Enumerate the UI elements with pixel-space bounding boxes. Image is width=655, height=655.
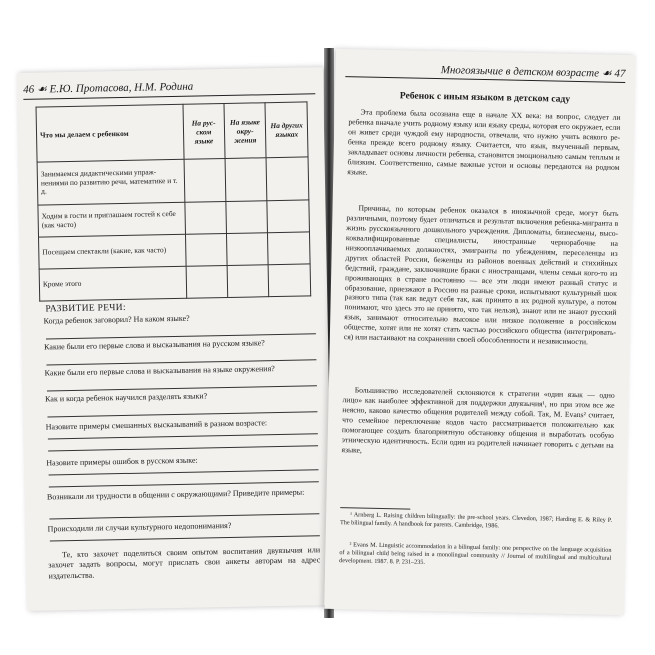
left-page [17, 67, 333, 611]
table-row [37, 157, 309, 205]
footnote: ¹ Arnberg L. Raising children bilingually: the pre-school years. Clevedon, 1987; Harding E. & Riley P. The bilingual family. A handbook for parents. Cambridge, 1986. [339, 511, 613, 530]
table-header: На русском языке [183, 104, 225, 160]
footnote: ² Evans M. Linguistic accommodation in a bilingual family: one perspective on the language acquisition of a bilingual child being raised in a monolingual community // Journal of multilingual and multicultural development. 1987. 8. P. 231–235. [339, 541, 612, 566]
question: Когда ребенок заговорил? На каком языке? [43, 313, 190, 326]
question: Назовите примеры смешанных высказываний в разном возрасте: [45, 418, 268, 432]
table-cell: Ходим в гости и приглашаем гостей к себе (как часто) [38, 202, 185, 237]
answer-line[interactable] [47, 411, 317, 417]
answer-cell[interactable] [268, 264, 310, 297]
answer-cell[interactable] [268, 232, 310, 265]
answer-cell[interactable] [227, 265, 269, 298]
paragraph: Большинство исследователей склоняются к стратегии «один язык — одно лицо» как наиболее эффективной для поддержки двуязычия¹, но при этом все же неясно, каково качество общения родителей между собой. Так, M. Evans² считает, что семейное переключение кодов часто рассматривается положительно как помогающее создать благоприятную обстановку общения и выработать особую этническую идентичность. Если один из родителей начинает говорить с детьми на языке, [341, 385, 615, 455]
running-head: 46 ☙ Е.Ю. Протасова, Н.М. Родина [23, 80, 194, 96]
paragraph: Причины, по которым ребенок оказался в иноязычной среде, могут быть различными, поэтому будет отличаться и результат включения ребенка-мигранта в жизнь русскоязычного дошкольного учреждения. Дипломаты, бизнесмены, высококвалифицированные специалисты, иностранные чернорабочие на низкооплачиваемых должностях, эмигранты по убеждениям, переселенцы из других областей России, беженцы из районов военных действий и стихийных бедствий, граждане, заключившие браки с иностранцами, члены семьи кого-то из проживающих в стране постоянно — все эти люди имеют разный статус и образование, приезжают в Россию на разные сроки, испытывают культурный шок разного типа (так как ведут себя так, как принято в их родной культуре, а потом понимают, что здесь это не принято, что так нельзя), знают или не знают русский язык, занимают относительно высокое или низкое положение в российском обществе, хотят или не хотят стать частью российского общества (интегрироваться) или настаивают на сохранении своей обособленности и независимости. [343, 203, 619, 347]
answer-cell[interactable] [185, 202, 227, 235]
table-header: На других языках [265, 102, 308, 158]
question: Назовите примеры ошибок в русском языке: [46, 455, 198, 468]
answer-cell[interactable] [186, 265, 228, 298]
closing-note: Те, кто захочет поделиться своим опытом воспитания двуязычия или захочет задать вопросы, могут прислать свои анкеты авторам на адрес издательства. [48, 545, 321, 581]
question: Какие были его первые слова и высказывания на языке окружения? [44, 364, 275, 378]
table-header: Что мы делаем с ребенком [36, 104, 184, 162]
table-cell: Кроме этого [39, 266, 186, 301]
table-header-row [36, 102, 308, 162]
answer-cell[interactable] [226, 201, 268, 234]
table-row [39, 232, 311, 269]
answer-line[interactable] [49, 481, 319, 487]
answer-line[interactable] [48, 445, 318, 451]
answer-cell[interactable] [184, 159, 226, 203]
right-page [324, 49, 636, 615]
speech-development-title: РАЗВИТИЕ РЕЧИ: [45, 302, 126, 315]
question: Какие были его первые слова и высказывания на русском языке? [44, 338, 265, 352]
running-head: Многоязычие в детском возрасте ☙ 47 [440, 64, 626, 80]
question: Как и когда ребенок научился разделять языки? [45, 391, 208, 404]
table-row [38, 200, 310, 237]
answer-cell[interactable] [185, 233, 227, 266]
questionnaire-table [36, 101, 312, 301]
section-title: Ребенок с иным языком в детском саду [399, 90, 571, 105]
answer-cell[interactable] [226, 233, 268, 266]
footnote-rule [340, 507, 410, 509]
answer-line[interactable] [48, 433, 318, 439]
answer-cell[interactable] [225, 158, 267, 202]
answer-cell[interactable] [267, 200, 309, 233]
table-header: На языке окружения [224, 103, 267, 159]
answer-line[interactable] [49, 469, 319, 475]
question: Возникали ли трудности в общении с окружающими? Приведите примеры: [46, 487, 305, 502]
answer-cell[interactable] [266, 157, 308, 201]
table-cell: Занимаемся дидактическими упражнениями по развитию речи, математике и т. д. [37, 159, 184, 205]
table-cell: Посещаем спектакли (какие, как часто) [39, 234, 186, 269]
table-row [39, 264, 311, 301]
paragraph: Эта проблема была осознана еще в начале XX века: на вопрос, следует ли ребенка вначале учить родному языку или языку среды, которая его окружает, если он живет среди чуждой ему народности, отвечали, что нужно учить всякого ребенка прежде всего родному языку. Считается, что язык, выученный первым, закладывает основы личности ребенка, становится эмоционально самым теплым и близким. Соответственно, самые важные устои и основы передаются на родном языке. [347, 107, 621, 177]
answer-line[interactable] [50, 535, 320, 541]
answer-line[interactable] [49, 513, 319, 519]
question: Происходили ли случаи культурного недопонимания? [47, 520, 232, 534]
